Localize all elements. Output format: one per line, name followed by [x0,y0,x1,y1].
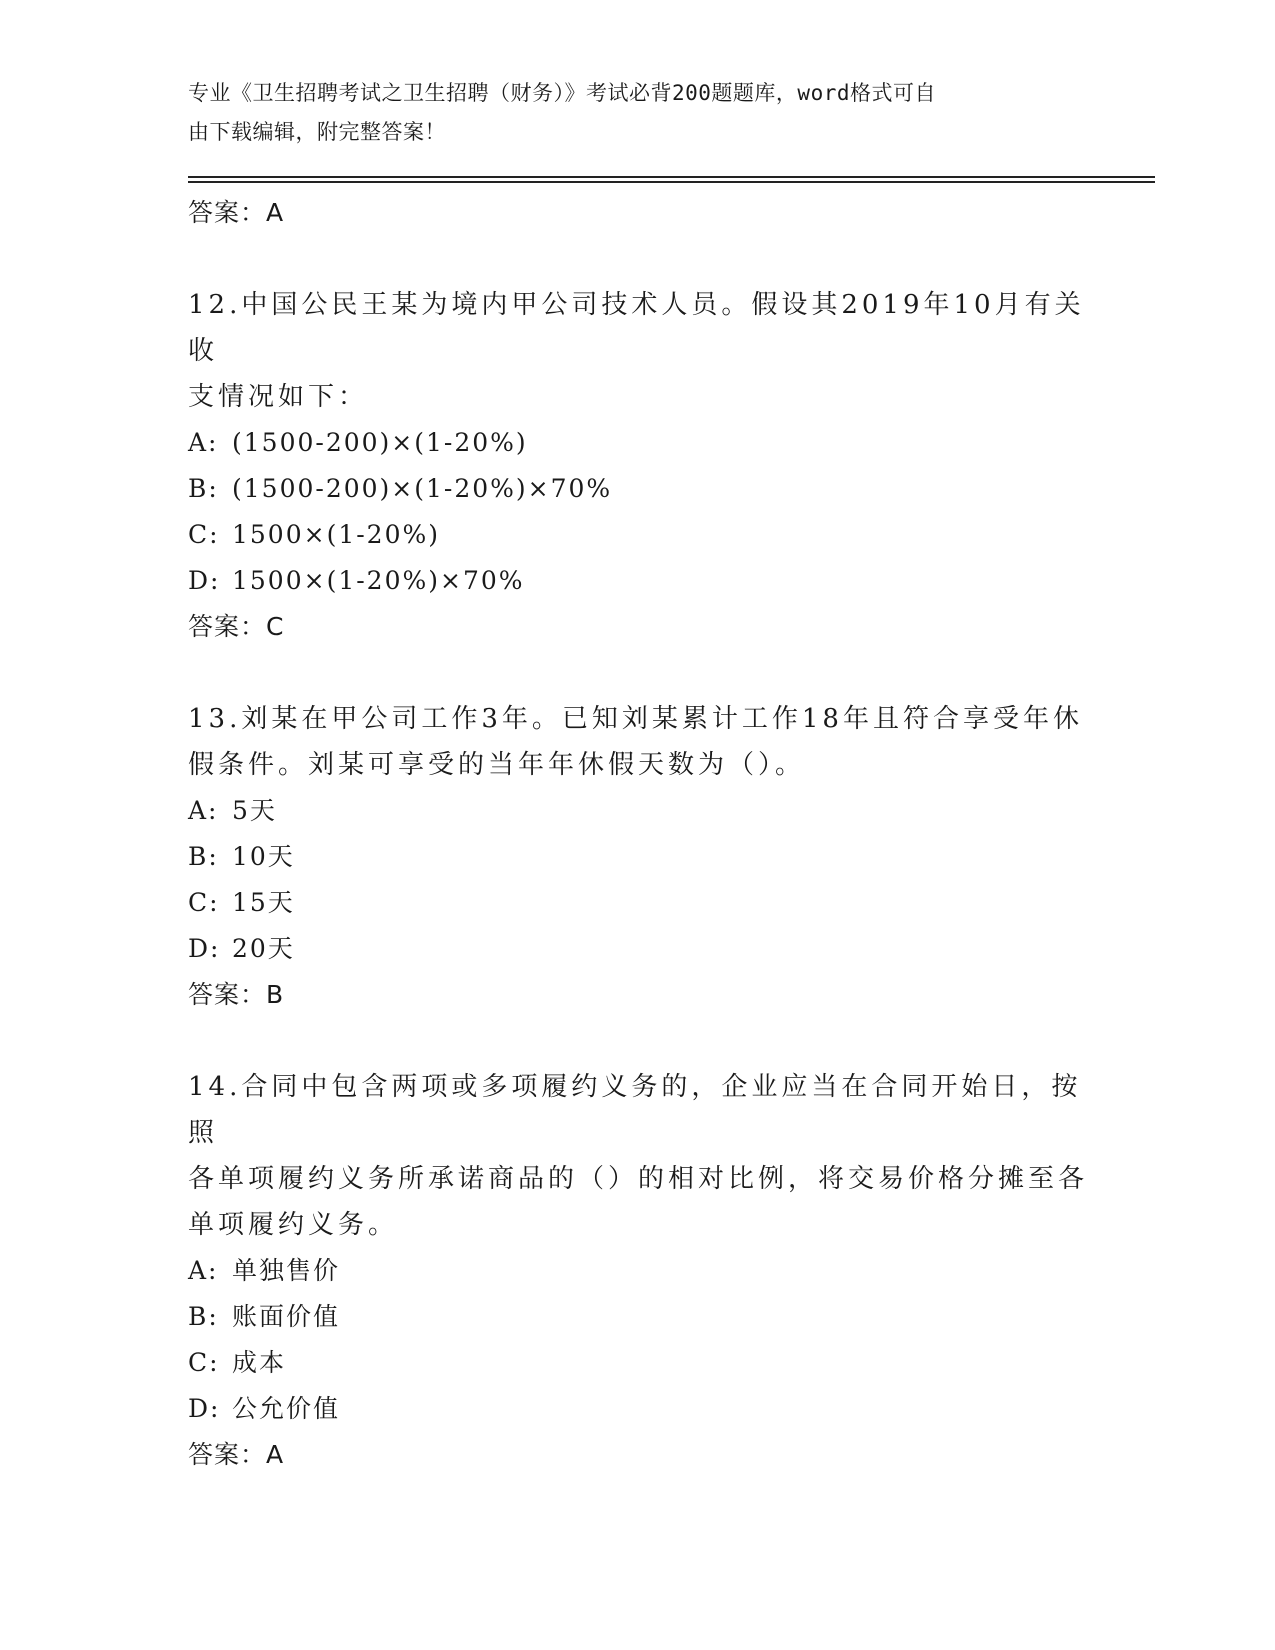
option-text: 成本 [232,1348,287,1377]
answer-label: 答案：C [188,612,285,641]
question-block [188,282,1088,650]
answer-label: 答案：A [188,198,285,227]
option-text: 15天 [232,888,295,917]
question-text-line: 各单项履约义务所承诺商品的（）的相对比例，将交易价格分摊至各 [188,1164,1089,1194]
option-letter: A: [188,796,219,825]
header-line-1: 专业《卫生招聘考试之卫生招聘（财务）》考试必背200题题库，word格式可自 [188,81,936,105]
answer-label: 答案：B [188,980,285,1009]
option-b [188,466,1088,512]
option-d [188,926,1088,972]
option-a [188,1248,1088,1294]
header-divider-bottom [188,181,1155,183]
option-text: 单独售价 [232,1256,341,1285]
header-divider-top [188,176,1155,178]
option-text: (1500-200)×(1-20%) [232,428,528,457]
option-c [188,512,1088,558]
question-block [188,1064,1088,1478]
page-header [188,74,1068,152]
question-text-line: 14.合同中包含两项或多项履约义务的，企业应当在合同开始日，按照 [188,1072,1082,1148]
option-letter: C: [188,888,220,917]
header-line-2: 由下载编辑，附完整答案！ [188,120,446,144]
option-letter: D: [188,934,221,963]
option-a [188,788,1088,834]
option-text: 账面价值 [232,1302,341,1331]
option-d [188,558,1088,604]
answer-label: 答案：A [188,1440,285,1469]
option-letter: B: [188,842,219,871]
option-text: 1500×(1-20%)×70% [232,566,525,595]
question-text-line: 假条件。刘某可享受的当年年休假天数为（）。 [188,750,806,780]
option-text: 1500×(1-20%) [232,520,440,549]
question-text-line: 12.中国公民王某为境内甲公司技术人员。假设其2019年10月有关收 [188,290,1085,366]
option-c [188,880,1088,926]
option-letter: C: [188,1348,220,1377]
option-letter: D: [188,1394,221,1423]
option-letter: C: [188,520,220,549]
option-b [188,1294,1088,1340]
question-text-line: 支情况如下： [188,382,369,412]
option-text: 10天 [232,842,295,871]
option-letter: A: [188,1256,219,1285]
option-a [188,420,1088,466]
option-text: 公允价值 [232,1394,341,1423]
option-text: (1500-200)×(1-20%)×70% [232,474,613,503]
question-text-line: 13.刘某在甲公司工作3年。已知刘某累计工作18年且符合享受年休 [188,704,1083,734]
question-text-line: 单项履约义务。 [188,1210,399,1240]
option-letter: B: [188,474,219,503]
document-body [188,190,1088,1478]
option-letter: A: [188,428,219,457]
option-d [188,1386,1088,1432]
option-text: 5天 [232,796,277,825]
option-letter: D: [188,566,221,595]
question-block [188,696,1088,1018]
option-c [188,1340,1088,1386]
option-b [188,834,1088,880]
option-text: 20天 [232,934,295,963]
option-letter: B: [188,1302,219,1331]
